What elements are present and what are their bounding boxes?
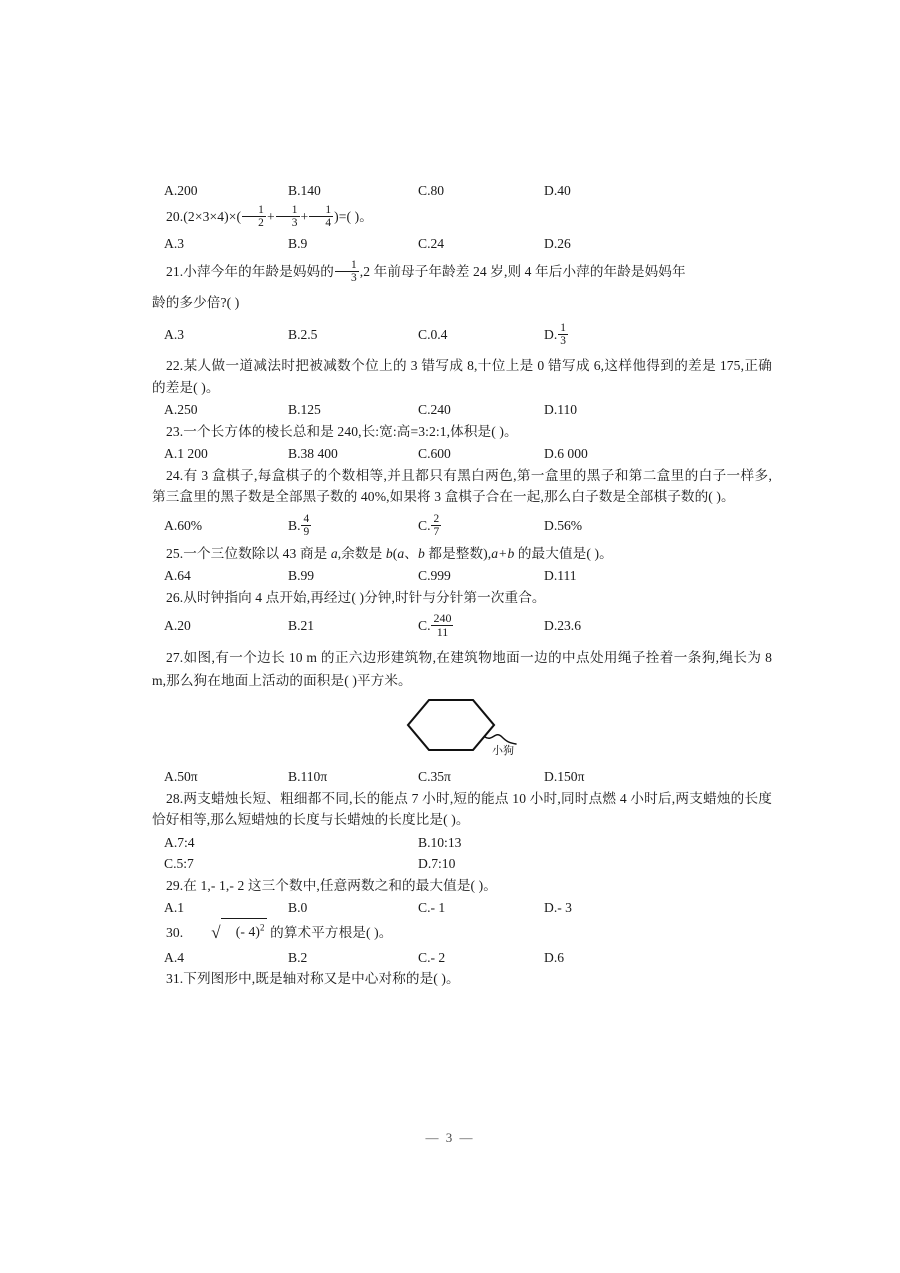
option-a[interactable]: A.3	[164, 235, 185, 251]
option-b-prefix: B.	[288, 517, 301, 533]
expression-a-plus-b: a+b	[491, 545, 515, 561]
question-stem-q20	[152, 202, 772, 232]
fraction-one-third	[335, 259, 359, 284]
option-b[interactable]: B.140	[288, 183, 321, 198]
option-b[interactable]: B.2.5	[288, 327, 318, 342]
numerator: 1	[258, 203, 264, 216]
option-c-prefix: C.	[418, 517, 431, 533]
option-d[interactable]: D.23.6	[544, 618, 582, 633]
denominator: 4	[309, 216, 333, 229]
question-stem-q26: 26.从时钟指向 4 点开始,再经过( )分钟,时针与分针第一次重合。	[166, 589, 546, 605]
option-b[interactable]: B.10:13	[418, 834, 462, 850]
question-options-q28-row2	[152, 853, 772, 875]
numerator: 1	[325, 203, 332, 216]
q21-stem-part1: 21.小萍今年的年龄是妈妈的	[166, 264, 334, 279]
q20-stem-prefix: 20.(2×3×4)×(	[166, 208, 242, 224]
plus-sign-1: +	[266, 208, 275, 224]
option-c[interactable]: C.80	[418, 183, 445, 198]
denominator: 7	[433, 525, 440, 538]
question-options-q29	[152, 897, 772, 919]
fraction-240-over-11	[431, 612, 453, 638]
option-a[interactable]: A.4	[164, 949, 185, 965]
question-stem-q22: 22.某人做一道减法时把被减数个位上的 3 错写成 8,十位上是 0 错写成 6,这样他得到的差是 175,正确的差是( )。	[152, 358, 772, 395]
numerator: 240	[433, 611, 452, 626]
question-options-q20	[152, 233, 772, 255]
question-options-q26	[152, 609, 772, 643]
question-stem-q21	[152, 257, 772, 287]
fraction-one-third	[276, 204, 300, 229]
q25-part-2: ,余数是	[337, 545, 386, 561]
option-c[interactable]: C.24	[418, 235, 445, 251]
option-c[interactable]: C.999	[418, 568, 451, 583]
regular-hexagon-shape	[408, 700, 494, 750]
question-options-q19	[152, 180, 772, 202]
variable-b-2: b	[417, 545, 425, 561]
option-d[interactable]: D.7:10	[418, 856, 456, 871]
exponent: 2	[260, 921, 265, 932]
fraction-one-half	[242, 204, 266, 229]
variable-a-2: a	[397, 545, 405, 561]
numerator: 1	[560, 322, 566, 335]
question-stem-q21-line2: 龄的多少倍?( )	[152, 295, 240, 310]
option-d[interactable]: D.40	[544, 183, 571, 198]
square-root-expression	[183, 919, 266, 946]
numerator: 1	[291, 203, 298, 216]
denominator: 2	[242, 216, 266, 229]
option-b[interactable]	[288, 509, 312, 543]
option-d[interactable]: D.6	[544, 949, 565, 965]
option-b[interactable]: B.125	[288, 402, 321, 417]
q25-part-4: (	[392, 545, 398, 561]
question-stem-q30	[152, 919, 772, 946]
question-options-q28-row1	[152, 832, 772, 854]
denominator: 3	[335, 271, 359, 284]
option-a[interactable]: A.1 200	[164, 446, 208, 461]
question-stem-q24: 24.有 3 盒棋子,每盒棋子的个数相等,并且都只有黑白两色,第一盒里的黑子和第二盒里的白子一样多,第三盒里的黑子数是全部黑子数的 40%,如果将 3 盒棋子合在一起,那么白子数是全部棋子数的( )。	[152, 467, 772, 504]
option-a[interactable]: A.60%	[164, 517, 203, 533]
option-a[interactable]: A.1	[164, 900, 185, 915]
option-c[interactable]	[418, 509, 442, 543]
option-c[interactable]: C.35π	[418, 769, 451, 784]
question-stem-q31: 31.下列图形中,既是轴对称又是中心对称的是( )。	[166, 971, 460, 986]
question-options-q27	[152, 766, 772, 788]
q25-part-6: 、	[404, 545, 418, 561]
question-list	[152, 180, 772, 991]
option-a[interactable]: A.250	[164, 402, 198, 417]
option-b[interactable]: B.38 400	[288, 446, 338, 461]
question-options-q22	[152, 399, 772, 421]
option-a[interactable]: A.200	[164, 183, 198, 198]
option-a[interactable]: A.3	[164, 327, 185, 342]
radical-sign-icon: √	[211, 922, 221, 942]
question-options-q25	[152, 565, 772, 587]
question-options-q21	[152, 318, 772, 352]
q25-part-8: 都是整数),	[424, 545, 492, 561]
option-b[interactable]: B.9	[288, 235, 308, 251]
q30-stem-suffix: 的算术平方根是( )。	[266, 924, 393, 940]
denominator: 11	[431, 625, 453, 639]
fraction-one-third	[558, 322, 568, 347]
option-d[interactable]: D.- 3	[544, 900, 572, 915]
question-stem-q23: 23.一个长方体的棱长总和是 240,长:宽:高=3:2:1,体积是( )。	[166, 423, 518, 439]
option-b[interactable]: B.21	[288, 618, 315, 633]
radicand-base: (- 4)	[235, 923, 261, 939]
fraction-four-ninths	[301, 513, 311, 538]
option-d[interactable]: D.110	[544, 402, 578, 417]
radicand	[221, 918, 267, 945]
page-number: — 3 —	[425, 1130, 475, 1145]
option-d-prefix: D.	[544, 327, 558, 342]
q25-part-0: 25.一个三位数除以 43 商是	[166, 545, 331, 561]
hexagon-svg	[390, 696, 560, 764]
plus-sign-2: +	[300, 208, 309, 224]
option-c[interactable]: C.- 2	[418, 949, 446, 965]
question-options-q23	[152, 443, 772, 465]
option-b[interactable]: B.99	[288, 568, 315, 583]
option-d[interactable]: D.26	[544, 235, 571, 251]
q25-part-10: 的最大值是( )。	[514, 545, 613, 561]
option-a[interactable]: A.20	[164, 618, 191, 633]
option-a[interactable]: A.7:4	[164, 834, 195, 850]
numerator: 4	[303, 512, 310, 525]
question-stem-q29: 29.在 1,- 1,- 2 这三个数中,任意两数之和的最大值是( )。	[166, 877, 497, 893]
option-c[interactable]: C.0.4	[418, 327, 448, 342]
fraction-one-fourth	[309, 204, 333, 229]
question-options-q24	[152, 509, 772, 543]
numerator: 2	[433, 512, 440, 525]
option-d[interactable]: D.6 000	[544, 446, 588, 461]
question-options-q30	[152, 947, 772, 969]
variable-b: b	[385, 545, 393, 561]
question-stem-q25	[152, 543, 772, 565]
option-c[interactable]: C.600	[418, 446, 451, 461]
option-c[interactable]: C.240	[418, 402, 451, 417]
option-c[interactable]: C.- 1	[418, 900, 446, 915]
hexagon-figure	[152, 696, 772, 764]
figure-label-dog: 小狗	[492, 745, 514, 757]
option-d[interactable]	[544, 318, 569, 352]
option-d[interactable]: D.111	[544, 568, 577, 583]
numerator: 1	[350, 259, 357, 272]
option-c[interactable]	[418, 609, 454, 643]
denominator: 3	[560, 335, 566, 348]
q20-stem-suffix: )=( )。	[334, 208, 373, 224]
option-a[interactable]: A.50π	[164, 769, 198, 784]
option-d[interactable]: D.56%	[544, 517, 583, 533]
option-b[interactable]: B.0	[288, 900, 308, 915]
option-b[interactable]: B.110π	[288, 769, 328, 784]
variable-a: a	[330, 545, 338, 561]
option-d[interactable]: D.150π	[544, 769, 585, 784]
q30-stem-prefix: 30.	[166, 924, 184, 940]
question-stem-q28: 28.两支蜡烛长短、粗细都不同,长的能点 7 小时,短的能点 10 小时,同时点燃 4 小时后,两支蜡烛的长度恰好相等,那么短蜡烛的长度与长蜡烛的长度比是( )。	[152, 790, 772, 827]
option-c-prefix: C.	[418, 618, 431, 633]
option-a[interactable]: A.64	[164, 568, 191, 583]
denominator: 9	[303, 525, 310, 538]
option-c[interactable]: C.5:7	[164, 856, 194, 871]
fraction-two-sevenths	[431, 513, 441, 538]
option-b[interactable]: B.2	[288, 949, 308, 965]
q21-stem-part2: ,2 年前母子年龄差 24 岁,则 4 年后小萍的年龄是妈妈年	[359, 264, 686, 279]
denominator: 3	[276, 216, 300, 229]
question-stem-q27: 27.如图,有一个边长 10 m 的正六边形建筑物,在建筑物地面一边的中点处用绳子拴着一条狗,绳长为 8 m,那么狗在地面上活动的面积是( )平方米。	[152, 650, 772, 688]
